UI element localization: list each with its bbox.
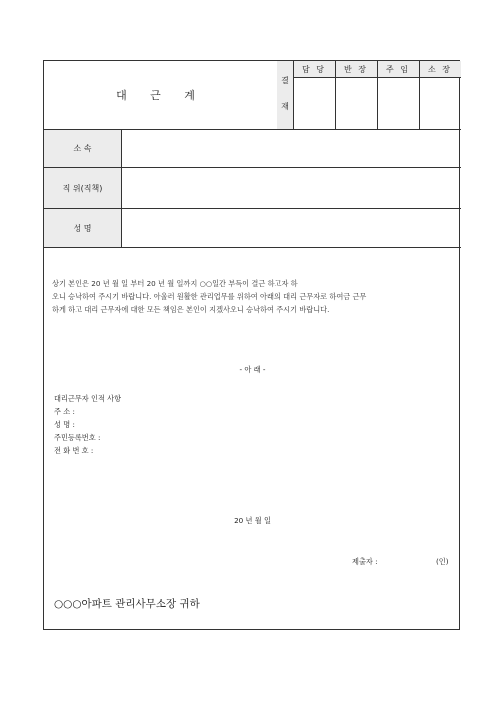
divider: [377, 61, 378, 129]
form-title: 대 근 계: [116, 89, 205, 102]
row-label-position: 직 위(직책): [44, 168, 121, 208]
info-line: 전 화 번 호 :: [54, 446, 94, 455]
divider: [419, 61, 420, 129]
approval-label-bottom: 재: [281, 102, 289, 111]
approval-header-3: 주 임: [386, 64, 410, 74]
approval-header-1: 담 당: [302, 64, 326, 74]
approval-header-4: 소 장: [428, 64, 452, 74]
info-line: 주 소 :: [54, 407, 75, 416]
info-line: 성 명 :: [54, 420, 75, 429]
form-frame: [43, 60, 460, 630]
body-line: 하게 하고 대리 근무자에 대한 모든 책임은 본인이 지겠사오니 승낙하여 주시기 바랍니다.: [52, 305, 330, 314]
approval-label: [277, 61, 293, 129]
ara-heading: - 아 래 -: [239, 365, 266, 374]
body-line: 오니 승낙하여 주시기 바랍니다. 아울러 원활한 관리업무를 위하여 아래의 대리 근무자로 하여금 근무: [52, 292, 367, 301]
substitute-info: [54, 392, 121, 457]
divider: [335, 61, 336, 129]
info-line: 주민등록번호 :: [54, 433, 101, 442]
divider: [121, 129, 122, 247]
approval-label-top: 결: [281, 76, 289, 85]
addressee: ○○○아파트 관리사무소장 귀하: [54, 598, 200, 610]
row-label-name: 성 명: [44, 209, 121, 247]
divider: [44, 247, 461, 248]
row-label-department: 소 속: [44, 130, 121, 167]
request-body: [52, 277, 456, 316]
date-line: 20 년 월 일: [234, 516, 271, 525]
info-line: 대리근무자 인적 사항: [54, 394, 122, 403]
approval-header-2: 반 장: [344, 64, 368, 74]
body-line: 상기 본인은 20 년 월 일 부터 20 년 월 일까지 ○○일간 부득이 결근 하고자 하: [52, 279, 298, 288]
seal-mark: (인): [436, 557, 449, 566]
submitter-label: 제출자 :: [352, 557, 378, 566]
